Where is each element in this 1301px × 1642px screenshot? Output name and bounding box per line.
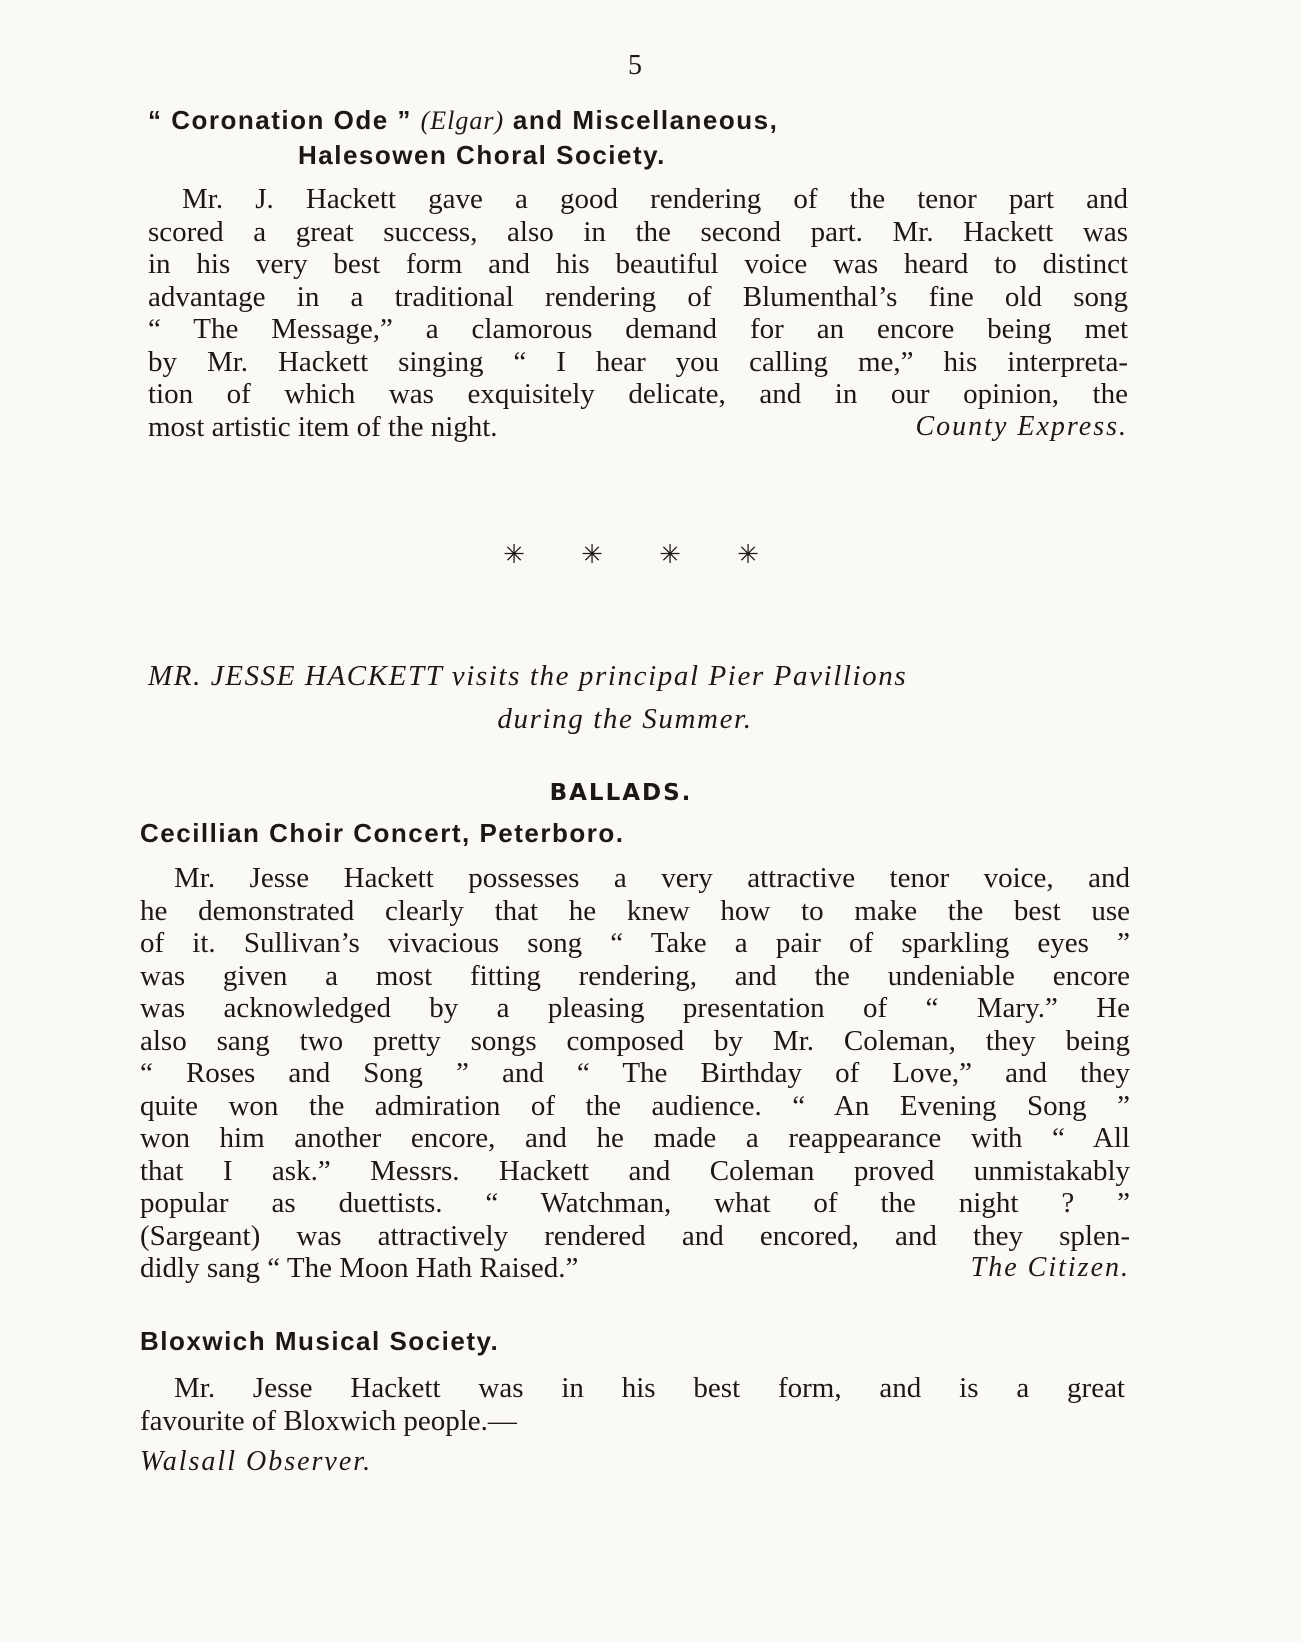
summer-notice-line2: during the Summer.	[497, 703, 753, 735]
heading-composer: (Elgar)	[420, 106, 505, 135]
text-line: popular as duettists. “ Watchman, what of the night ? ”	[140, 1187, 1130, 1219]
text-line: quite won the admiration of the audience. “ An Evening Song ”	[140, 1089, 1130, 1122]
text-line: in his very best form and his beautiful voice was heard to distinct	[148, 248, 1128, 280]
heading-title: “ Coronation Ode ”	[148, 105, 412, 135]
text-line: “ The Message,” a clamorous demand for an encore being met	[148, 313, 1128, 345]
asterisk-icon: ✳	[503, 540, 525, 570]
text-line: Mr. J. Hackett gave a good rendering of the tenor part and	[182, 183, 1128, 215]
section-heading-bloxwich: Bloxwich Musical Society.	[140, 1326, 500, 1356]
asterisk-icon: ✳	[581, 540, 603, 570]
text-line: most artistic item of the night.	[148, 410, 498, 443]
section-heading-halesowen: Halesowen Choral Society.	[298, 140, 666, 170]
section-heading-coronation-ode	[148, 105, 778, 136]
text-line: favourite of Bloxwich people.—	[140, 1404, 517, 1437]
text-line: also sang two pretty songs composed by Mr. Coleman, they being	[140, 1024, 1130, 1057]
review-paragraph-walsall-observer	[140, 1372, 1125, 1479]
text-line-with-source	[148, 411, 1128, 444]
text-line: he demonstrated clearly that he knew how to make the best use	[140, 894, 1130, 927]
text-line: by Mr. Hackett singing “ I hear you calling me,” his interpreta-	[148, 345, 1128, 378]
review-paragraph-the-citizen	[140, 862, 1130, 1285]
source-row	[140, 1445, 1125, 1479]
text-line: Mr. Jesse Hackett possesses a very attractive tenor voice, and	[174, 862, 1130, 894]
text-line: (Sargeant) was attractively rendered and encored, and they splen-	[140, 1219, 1130, 1252]
section-heading-cecillian-choir: Cecillian Choir Concert, Peterboro.	[140, 818, 625, 848]
text-line-with-source	[140, 1252, 1130, 1285]
text-line: tion of which was exquisitely delicate, and in our opinion, the	[148, 378, 1128, 410]
text-line: advantage in a traditional rendering of Blumenthal’s fine old song	[148, 280, 1128, 313]
text-line: scored a great success, also in the second part. Mr. Hackett was	[148, 215, 1128, 248]
text-line: was acknowledged by a pleasing presentation of “ Mary.” He	[140, 992, 1130, 1024]
source-attribution: Walsall Observer.	[140, 1446, 373, 1477]
text-line: was given a most fitting rendering, and the undeniable encore	[140, 959, 1130, 992]
text-line: Mr. Jesse Hackett was in his best form, and is a great	[174, 1372, 1125, 1404]
text-line: didly sang “ The Moon Hath Raised.”	[140, 1252, 579, 1284]
source-attribution: The Citizen.	[970, 1252, 1130, 1283]
text-line: that I ask.” Messrs. Hackett and Coleman proved unmistakably	[140, 1154, 1130, 1187]
summer-notice-line1: MR. JESSE HACKETT visits the principal Pier Pavillions	[148, 660, 908, 692]
asterisk-icon: ✳	[737, 540, 759, 570]
ballads-heading: BALLADS.	[549, 780, 693, 806]
text-line: of it. Sullivan’s vivacious song “ Take a pair of sparkling eyes ”	[140, 927, 1130, 959]
source-attribution: County Express.	[915, 410, 1128, 442]
page-number: 5	[628, 50, 642, 81]
text-line: “ Roses and Song ” and “ The Birthday of Love,” and they	[140, 1057, 1130, 1089]
text-line: won him another encore, and he made a reappearance with “ All	[140, 1122, 1130, 1154]
asterisk-icon: ✳	[659, 540, 681, 570]
separator-asterisks	[0, 540, 1262, 570]
review-paragraph-county-express	[148, 183, 1128, 443]
heading-title-cont: and Miscellaneous,	[512, 105, 779, 135]
